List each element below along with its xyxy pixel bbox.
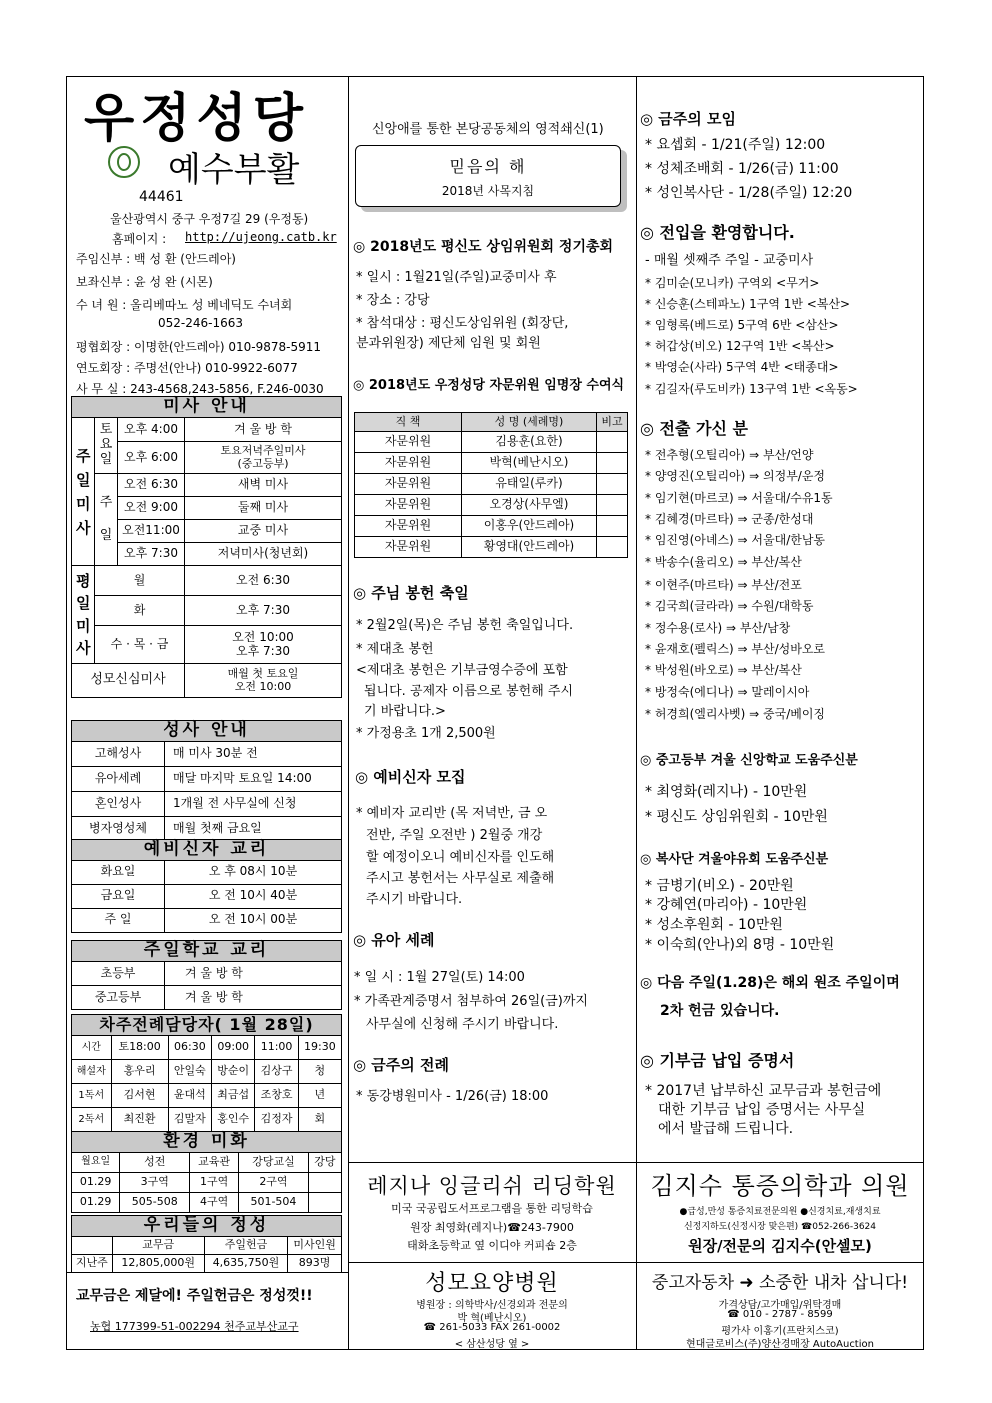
offering-section [71,1215,342,1273]
ad-reading-academy-line: 원장 최영화(레지나)☎243-7900 [410,1221,574,1234]
offering-collection: 4,635,750원 [204,1254,287,1272]
mass-time: 오후 4:00 [118,418,185,442]
advisor-role: 자문위원 [355,474,462,495]
offering-slogan: 교무금은 제달에! 주일헌금은 정성껏!! [76,1288,313,1304]
infant-baptism-item: * 가족관계증명서 첨부하여 26일(금)까지 [354,994,588,1009]
departure-item: * 김국희(글라라) ⇒ 수원/대학동 [645,599,814,613]
env-cell: 501-504 [239,1192,309,1212]
ad-clinic-line: ●급성,만성 통증치료전문의원 ●신경치료,재생치료 [679,1207,881,1217]
minister-cell: 년 [298,1084,341,1108]
weekday-mass-label: 평일미사 [72,566,95,664]
catechumen-recruit-item: 주시기 바랍니다. [366,892,463,907]
ministers-header: 19:30 [298,1036,341,1060]
catechumen-time: 오 전 10시 00분 [165,908,342,932]
departure-item: * 전추형(오틸리아) ⇒ 부산/언양 [645,448,814,462]
advisor-header: 직 책 [355,413,462,432]
weekday-time: 오전 6:30 [185,566,342,596]
year-box-title: 믿음의 해 [449,157,527,176]
advisor-note [597,537,628,558]
liturgy-heading: ◎ 금주의 전례 [353,1056,449,1074]
school-status: 겨 울 방 학 [165,986,342,1010]
advisor-name: 김용훈(요한) [462,432,597,453]
advisor-name: 이홍우(안드레아) [462,516,597,537]
env-header: 강당교실 [239,1152,309,1172]
advisor-role: 자문위원 [355,537,462,558]
bank-account: 농협 177399-51-002294 천주교부산교구 [90,1320,299,1333]
welcome-heading: ◎ 전입을 환영합니다. [640,223,795,242]
ministers-section [71,1014,342,1132]
minister-cell: 최진환 [111,1108,168,1132]
ministers-header: 09:00 [212,1036,255,1060]
ad-used-car-line: 평가사 이홍기(프란치스코) [721,1326,839,1337]
minister-role: 1독서 [72,1084,112,1108]
departure-item: * 김혜경(마르타) ⇒ 군종/한성대 [645,512,814,526]
presentation-item: <제대초 봉헌은 기부금영수증에 포함 [356,663,568,678]
ad-used-car-line: 가격상담/고가매입/위탁경매 [718,1300,842,1311]
presentation-item: * 2월2일(목)은 주님 봉헌 축일입니다. [356,618,574,633]
year-box-subtitle: 2018년 사목지침 [441,184,535,198]
sacrament-name: 병자영성체 [72,816,165,841]
advisor-header: 비고 [597,413,628,432]
catechumen-day: 주 일 [72,908,165,932]
council-meeting-item: 분과위원장) 제단체 임원 및 회원 [356,336,541,351]
mass-name: 토요저녁주일미사 (중고등부) [185,442,342,474]
departure-item: * 임기현(마르코) ⇒ 서울대/수유1동 [645,491,833,505]
altar-server-donors-heading: ◎ 복사단 겨울야유회 도움주신분 [640,852,829,867]
env-header: 강당 [308,1152,341,1172]
ad-hospital-line: < 삼산성당 옆 > [454,1339,530,1350]
env-date: 01.29 [72,1172,120,1192]
advisor-note [597,432,628,453]
ad-reading-academy-title: 레지나 잉글리쉬 리딩학원 [367,1174,617,1198]
presentation-item: * 제대초 봉헌 [356,642,434,657]
minister-cell: 김서현 [111,1084,168,1108]
ad-hospital-title: 성모요양병원 [425,1271,559,1296]
school-grade: 초등부 [72,962,165,986]
sunday-school-section [71,940,342,1010]
presentation-item: * 가정용초 1개 2,500원 [356,726,496,741]
minister-role: 해설자 [72,1060,112,1084]
offering-title: 우리들의 정성 [72,1216,342,1237]
ad-clinic-director: 원장/전문의 김지수(안셀모) [688,1237,872,1255]
school-status: 겨 울 방 학 [165,962,342,986]
advisor-role: 자문위원 [355,516,462,537]
env-cell: 2구역 [239,1172,309,1192]
office-phone: 사 무 실 : 243-4568,243-5856, F.246-0030 [76,382,324,396]
departure-item: * 양영진(오틸리아) ⇒ 의정부/운정 [645,469,826,483]
catechumen-recruit-item: 전반, 주일 오전반 ) 2월중 개강 [366,828,543,843]
liturgy-item: * 동강병원미사 - 1/26(금) 18:00 [356,1089,549,1104]
infant-baptism-heading: ◎ 유아 세례 [353,931,435,949]
env-header: 성전 [120,1152,190,1172]
sacrament-value: 매달 마지막 토요일 14:00 [165,766,342,791]
catechumen-recruit-item: 할 예정이오니 예비신자를 인도해 [366,850,555,865]
mass-name: 새벽 미사 [185,474,342,497]
infant-baptism-item: 사무실에 신청해 주시기 바랍니다. [366,1017,559,1032]
ad-divider [348,1162,924,1163]
weekday-day: 수 · 목 · 금 [95,626,185,664]
weekday-day: 화 [95,596,185,626]
presentation-item: 됩니다. 공제자 이름으로 봉헌해 주시 [364,684,574,699]
catechumen-section [71,839,342,933]
column-divider [636,76,637,1350]
ministers-title: 차주전례담당자( 1월 28일) [72,1015,342,1036]
catechumen-day: 화요일 [72,860,165,884]
env-cell [308,1192,341,1212]
convent-phone: 052-246-1663 [158,316,244,330]
catechumen-day: 금요일 [72,884,165,908]
donor-item: * 강혜연(마리아) - 10만원 [645,897,808,913]
sacrament-name: 유아세례 [72,766,165,791]
advisor-role: 자문위원 [355,453,462,474]
offering-header: 주일헌금 [204,1236,287,1254]
welcome-item: * 김미순(모니카) 구역외 <무거> [645,276,820,290]
sunday-mass-label: 주일미사 [72,418,95,566]
minister-cell: 방순이 [212,1060,255,1084]
minister-role: 2독서 [72,1108,112,1132]
advisor-note [597,495,628,516]
convent: 수 녀 원 : 올리베따노 성 베네딕도 수녀회 [76,298,293,312]
donor-item: * 평신도 상임위원회 - 10만원 [645,809,828,825]
sacrament-value: 매월 첫째 금요일 [165,816,342,841]
weekday-time: 오전 10:00 오후 7:30 [185,626,342,664]
minister-cell: 윤대석 [168,1084,211,1108]
mass-title: 미사 안내 [72,397,342,418]
minister-cell: 김말자 [168,1108,211,1132]
meetings-heading: ◎ 금주의 모임 [640,110,736,128]
marian-mass-time: 매월 첫 토요일 오전 10:00 [185,664,342,698]
env-date: 01.29 [72,1192,120,1212]
weekday-time: 오후 7:30 [185,596,342,626]
mass-time: 오전 9:00 [118,497,185,520]
ad-hospital-line: 병원장 : 의학박사/신경외과 전문의 [416,1300,568,1311]
donor-item: * 최영화(레지나) - 10만원 [645,784,808,800]
mass-time: 오후 6:00 [118,442,185,474]
marian-mass-label: 성모신심미사 [72,664,185,698]
homepage-link[interactable]: http://ujeong.catb.kr [185,230,337,244]
council-president: 평협회장 : 이명한(안드레아) 010-9878-5911 [76,340,322,354]
homepage-label: 홈페이지 : [112,232,167,246]
ad-clinic-line: 신정지하도(신정시장 맞은편) ☎052-266-3624 [683,1222,877,1232]
donor-item: * 이숙희(안나)외 8명 - 10만원 [645,937,835,953]
advisor-note [597,516,628,537]
youth-school-donors-heading: ◎ 중고등부 겨울 신앙학교 도움주신분 [640,753,858,768]
meeting-item: * 성인복사단 - 1/28(주일) 12:20 [645,185,853,201]
donation-certificate-heading: ◎ 기부금 납입 증명서 [640,1051,795,1070]
infant-baptism-item: * 일 시 : 1월 27일(토) 14:00 [354,970,525,985]
mass-time: 오전 6:30 [118,474,185,497]
saturday-label: 토요일 [95,418,118,474]
env-cell: 505-508 [120,1192,190,1212]
sacrament-name: 혼인성사 [72,791,165,816]
advisor-heading: ◎ 2018년도 우정성당 자문위원 임명장 수여식 [353,378,625,393]
offering-header: 미사인원 [288,1236,342,1254]
welcome-item: * 신승훈(스테파노) 1구역 1반 <복산> [645,297,851,311]
ministers-header: 11:00 [255,1036,298,1060]
departure-item: * 정수용(로사) ⇒ 부산/남창 [645,621,791,635]
welcome-item: * 박영순(사라) 5구역 4반 <태종대> [645,360,839,374]
minister-cell: 홍인수 [212,1108,255,1132]
ministers-header: 06:30 [168,1036,211,1060]
advisor-role: 자문위원 [355,495,462,516]
minister-cell: 조창호 [255,1084,298,1108]
departure-item: * 이현주(마르타) ⇒ 부산/전포 [645,578,802,592]
ad-reading-academy-line: 태화초등학교 옆 이디야 커피숍 2층 [407,1239,577,1252]
sacrament-section [71,720,342,842]
departure-item: * 방정숙(에디나) ⇒ 말레이시아 [645,685,810,699]
assistant-priest: 보좌신부 : 윤 성 완 (시몬) [76,275,213,289]
donation-certificate-item: 대한 기부금 납입 증명서는 사무실 [658,1102,866,1118]
mass-name: 둘째 미사 [185,497,342,520]
council-meeting-item: * 장소 : 강당 [356,293,430,308]
env-header: 월요일 [72,1152,120,1172]
minister-cell: 홍우리 [111,1060,168,1084]
ad-reading-academy-line: 미국 국공립도서프로그램을 통한 리딩학습 [391,1202,593,1215]
mass-section [71,396,342,698]
catechumen-time: 오 전 10시 40분 [165,884,342,908]
offering-row-label: 지난주 [72,1254,113,1272]
donation-certificate-item: * 2017년 납부하신 교무금과 봉헌금에 [645,1083,882,1099]
theme-title: 신앙애를 통한 본당공동체의 영적쇄신(1) [372,122,604,137]
prayer-president: 연도회장 : 주명선(안나) 010-9922-6077 [76,361,298,375]
departure-item: * 임진영(아녜스) ⇒ 서울대/한남동 [645,533,826,547]
offering-header: 교무금 [112,1236,204,1254]
minister-cell: 최금섭 [212,1084,255,1108]
catechumen-recruit-heading: ◎ 예비신자 모집 [355,768,466,786]
year-box [355,145,621,207]
ad-clinic-title: 김지수 통증의학과 의원 [650,1172,910,1200]
council-meeting-heading: ◎ 2018년도 평신도 상임위원회 정기총회 [353,239,614,255]
overseas-aid-heading-2: 2차 헌금 있습니다. [660,1003,780,1019]
advisor-note [597,474,628,495]
weekday-day: 월 [95,566,185,596]
departures-heading: ◎ 전출 가신 분 [640,419,748,438]
postal-code: 44461 [139,189,184,205]
ministers-header: 시간 [72,1036,112,1060]
env-cell: 3구역 [120,1172,190,1192]
catechumen-title: 예비신자 교리 [72,840,342,861]
departure-item: * 박성원(바오로) ⇒ 부산/복산 [645,663,802,677]
env-cell: 1구역 [190,1172,239,1192]
minister-cell: 청 [298,1060,341,1084]
mass-time: 오전11:00 [118,520,185,543]
ad-hospital-line: 박 혁(베난시오) [457,1313,527,1324]
advisor-name: 유태일(루카) [462,474,597,495]
column-divider [348,76,349,1350]
minister-cell: 회 [298,1108,341,1132]
parish-logo-icon [108,146,140,178]
donor-item: * 금병기(비오) - 20만원 [645,878,794,894]
meeting-item: * 성체조배회 - 1/26(금) 11:00 [645,161,839,177]
environment-section [71,1131,342,1213]
address: 울산광역시 중구 우정7길 29 (우정동) [110,212,309,226]
minister-cell: 안일숙 [168,1060,211,1084]
catechumen-recruit-item: 주시고 봉헌서는 사무실로 제출해 [366,871,555,886]
donation-certificate-item: 에서 발급해 드립니다. [658,1121,794,1137]
pastor: 주임신부 : 백 성 환 (안드레아) [76,252,236,266]
sacrament-title: 성사 안내 [72,721,342,742]
advisor-header: 성 명 (세례명) [462,413,597,432]
sacrament-value: 1개월 전 사무실에 신청 [165,791,342,816]
parish-name: 우정성당 [84,89,309,149]
ad-used-car-title: 중고자동차 ➜ 소중한 내차 삽니다! [651,1273,909,1293]
mass-name: 저녁미사(청년회) [185,543,342,566]
presentation-feast-heading: ◎ 주님 봉헌 축일 [353,584,469,602]
welcome-item: * 임형록(베드로) 5구역 6반 <삼산> [645,318,839,332]
env-header: 교육관 [190,1152,239,1172]
sacrament-value: 매 미사 30분 전 [165,741,342,766]
offering-attendance: 893명 [288,1254,342,1272]
departure-item: * 박송수(율리오) ⇒ 부산/복산 [645,555,802,569]
advisor-table-wrap [354,412,628,558]
catechumen-time: 오 후 08시 10분 [165,860,342,884]
mass-name: 겨 울 방 학 [185,418,342,442]
welcome-item: * 김길자(루도비카) 13구역 1반 <옥동> [645,382,858,396]
ad-used-car-line: 현대글로비스(주)양산경매장 AutoAuction [686,1339,874,1350]
advisor-note [597,453,628,474]
ad-divider [348,1262,924,1263]
council-meeting-item: * 참석대상 : 평신도상임위원 (회장단, [356,316,569,331]
departure-item: * 허경희(엘리사벳) ⇒ 중국/베이징 [645,707,826,721]
welcome-subtitle: - 매월 셋째주 주일 - 교중미사 [645,253,814,268]
sacrament-name: 고해성사 [72,741,165,766]
presentation-item: 기 바랍니다.> [364,704,446,719]
minister-cell: 김정자 [255,1108,298,1132]
minister-cell: 김상구 [255,1060,298,1084]
mass-name: 교중 미사 [185,520,342,543]
ad-hospital-line: ☎ 261-5033 FAX 261-0002 [423,1322,561,1333]
school-grade: 중고등부 [72,986,165,1010]
environment-title: 환경 미화 [72,1132,342,1153]
meeting-item: * 요셉회 - 1/21(주일) 12:00 [645,137,826,153]
mass-time: 오후 7:30 [118,543,185,566]
advisor-name: 박혁(베난시오) [462,453,597,474]
overseas-aid-heading: ◎ 다음 주일(1.28)은 해외 원조 주일이며 [640,975,900,991]
ministers-header: 토18:00 [111,1036,168,1060]
council-meeting-item: * 일시 : 1월21일(주일)교중미사 후 [356,270,557,285]
env-cell: 4구역 [190,1192,239,1212]
advisor-name: 오경상(사무엘) [462,495,597,516]
feast-title: 예수부활 [168,150,300,190]
offering-tithe: 12,805,000원 [112,1254,204,1272]
advisor-name: 황영대(안드레아) [462,537,597,558]
donor-item: * 성소후원회 - 10만원 [645,917,783,933]
sunday-school-title: 주일학교 교리 [72,941,342,962]
advisor-role: 자문위원 [355,432,462,453]
departure-item: * 윤재호(펠릭스) ⇒ 부산/성바오로 [645,642,826,656]
catechumen-recruit-item: * 예비자 교리반 (목 저녁반, 금 오 [356,806,548,821]
sunday-day-label: 주일 [95,474,118,566]
welcome-item: * 허갑상(비오) 12구역 1반 <복산> [645,339,835,353]
offering-header [72,1236,113,1254]
ad-used-car-line: ☎ 010 - 2787 - 8599 [727,1309,833,1320]
env-cell [308,1172,341,1192]
